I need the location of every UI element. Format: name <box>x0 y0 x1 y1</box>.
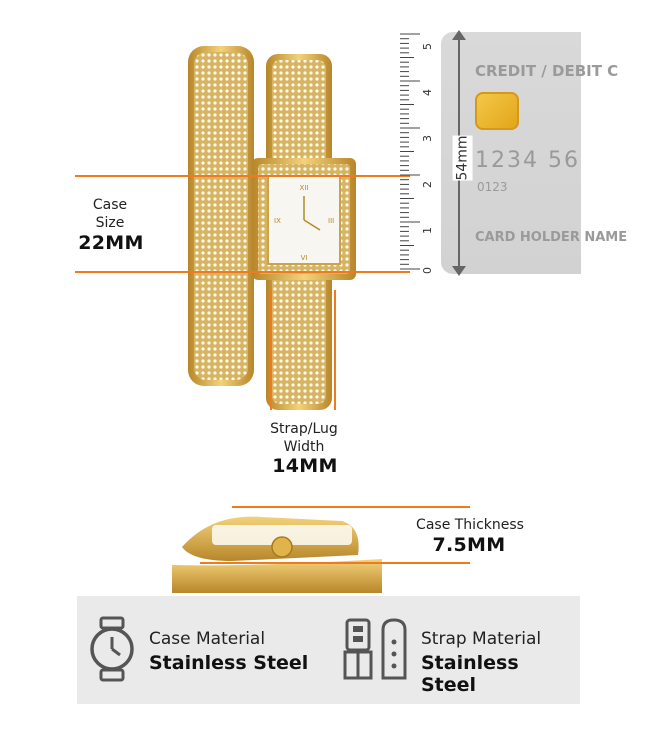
card-height-label: 54mm <box>454 135 471 181</box>
card-small-number: 0123 <box>477 180 508 194</box>
materials-panel <box>77 596 580 704</box>
card-chip-icon <box>475 92 519 130</box>
strap-width-value: 14MM <box>272 455 338 477</box>
svg-text:VI: VI <box>300 254 308 262</box>
case-size-title: Case Size <box>92 197 128 231</box>
case-material-label: Case Material <box>149 629 266 649</box>
strap-width-title: Strap/Lug Width <box>270 421 338 455</box>
strap-width-left-line <box>270 290 272 410</box>
case-material-value: Stainless Steel <box>149 652 309 674</box>
case-thickness-value: 7.5MM <box>432 534 506 556</box>
thickness-bottom-line <box>200 562 470 564</box>
svg-text:XII: XII <box>299 184 309 192</box>
card-height-arrow-top-icon <box>451 30 467 42</box>
strap-icon <box>343 616 409 682</box>
case-size-top-line <box>75 175 410 177</box>
ruler-number-1: 1 <box>421 227 434 234</box>
ruler-number-2: 2 <box>421 181 434 188</box>
watch-side-image <box>172 505 382 595</box>
ruler-number-3: 3 <box>421 135 434 142</box>
ruler-ticks <box>398 30 424 276</box>
ruler <box>398 30 424 276</box>
strap-material-value: Stainless Steel <box>421 652 519 696</box>
strap-width-right-line <box>334 290 336 410</box>
ruler-number-4: 4 <box>421 89 434 96</box>
thickness-top-line <box>232 506 470 508</box>
svg-text:III: III <box>328 217 335 225</box>
card-number: 1234 56 <box>475 148 580 173</box>
ruler-number-5: 5 <box>421 43 434 50</box>
card-title: CREDIT / DEBIT C <box>475 62 619 80</box>
svg-text:IX: IX <box>274 217 281 225</box>
case-thickness-title: Case Thickness <box>416 517 524 533</box>
ruler-number-0: 0 <box>421 267 434 274</box>
watch-icon <box>89 618 135 680</box>
strap-material-label: Strap Material <box>421 629 542 649</box>
card-holder-name: CARD HOLDER NAME <box>475 230 628 245</box>
case-size-bottom-line <box>75 271 410 273</box>
card-height-arrow-bottom-icon <box>451 264 467 276</box>
case-size-value: 22MM <box>78 232 144 254</box>
